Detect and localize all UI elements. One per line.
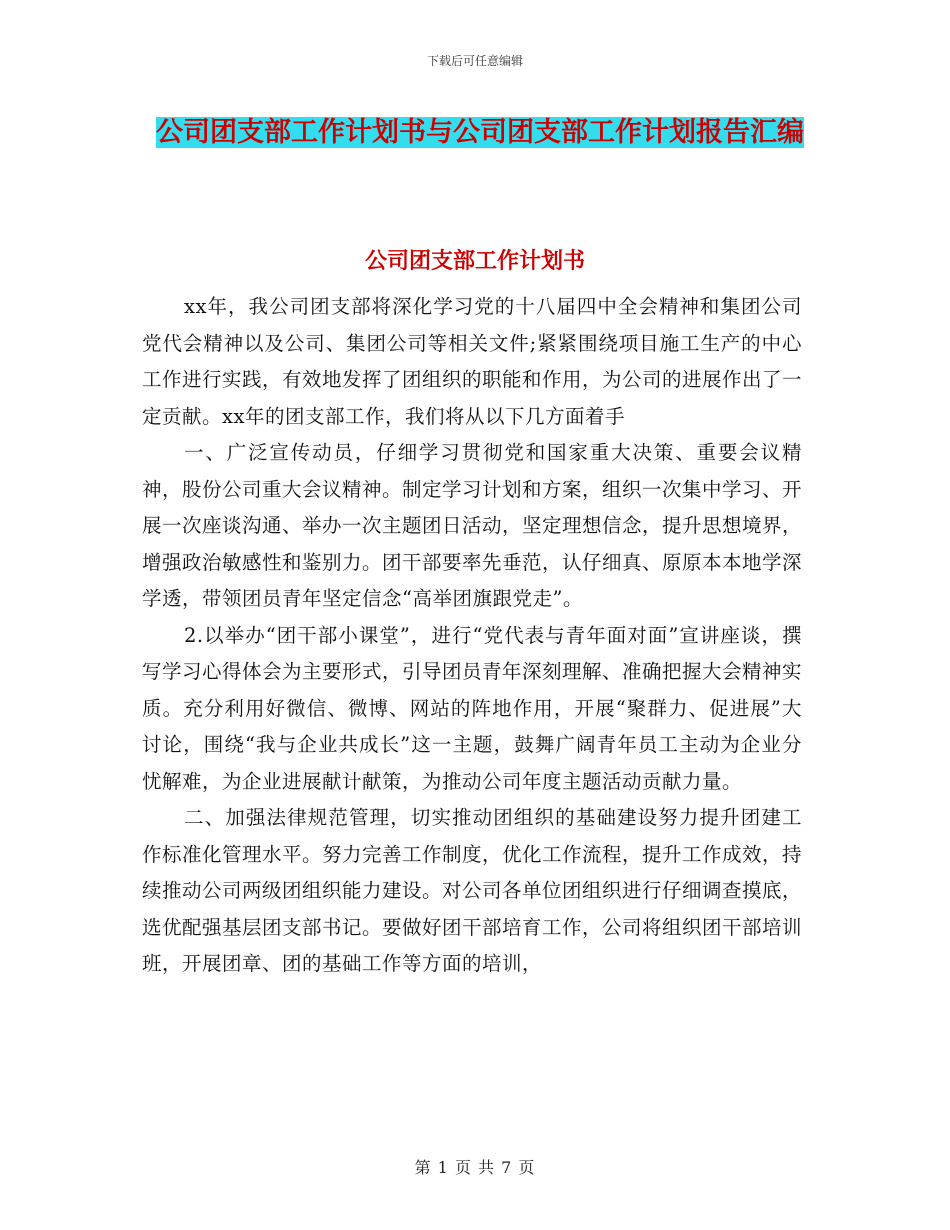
document-body [142,289,802,983]
paragraph: xx年，我公司团支部将深化学习党的十八届四中全会精神和集团公司党代会精神以及公司、集团公司等相关文件;紧紧围绕项目施工生产的中心工作进行实践，有效地发挥了团组织的职能和作用，为公司的进展作出了一定贡献。xx年的团支部工作，我们将从以下几方面着手 [142,295,803,428]
paragraph: 2.以举办“团干部小课堂”，进行“党代表与青年面对面”宣讲座谈，撰写学习心得体会为主要形式，引导团员青年深刻理解、准确把握大会精神实质。充分利用好微信、微博、网站的阵地作用，开展“聚群力、促进展”大讨论，围绕“我与企业共成长”这一主题，鼓舞广阔青年员工主动为企业分忧解难，为企业进展献计献策，为推动公司年度主题活动贡献力量。 [142,623,803,793]
page-number-footer: 第 1 页 共 7 页 [414,1158,536,1177]
document-title-text: 公司团支部工作计划书与公司团支部工作计划报告汇编 [156,117,804,148]
header-note: 下载后可任意编辑 [426,54,523,68]
paragraph: 二、加强法律规范管理，切实推动团组织的基础建设努力提升团建工作标准化管理水平。努力完善工作制度，优化工作流程，提升工作成效，持续推动公司两级团组织能力建设。对公司各单位团组织进行仔细调查摸底，选优配强基层团支部书记。要做好团干部培育工作，公司将组织团干部培训班，开展团章、团的基础工作等方面的培训， [142,806,803,975]
document-title [140,110,820,156]
paragraph: 一、广泛宣传动员，仔细学习贯彻党和国家重大决策、重要会议精神，股份公司重大会议精神。制定学习计划和方案，组织一次集中学习、开展一次座谈沟通、举办一次主题团日活动，坚定理想信念，提升思想境界，增强政治敏感性和鉴别力。团干部要率先垂范，认仔细真、原原本本地学深学透，带领团员青年坚定信念“高举团旗跟党走”。 [142,441,803,610]
section-heading: 公司团支部工作计划书 [364,249,585,274]
